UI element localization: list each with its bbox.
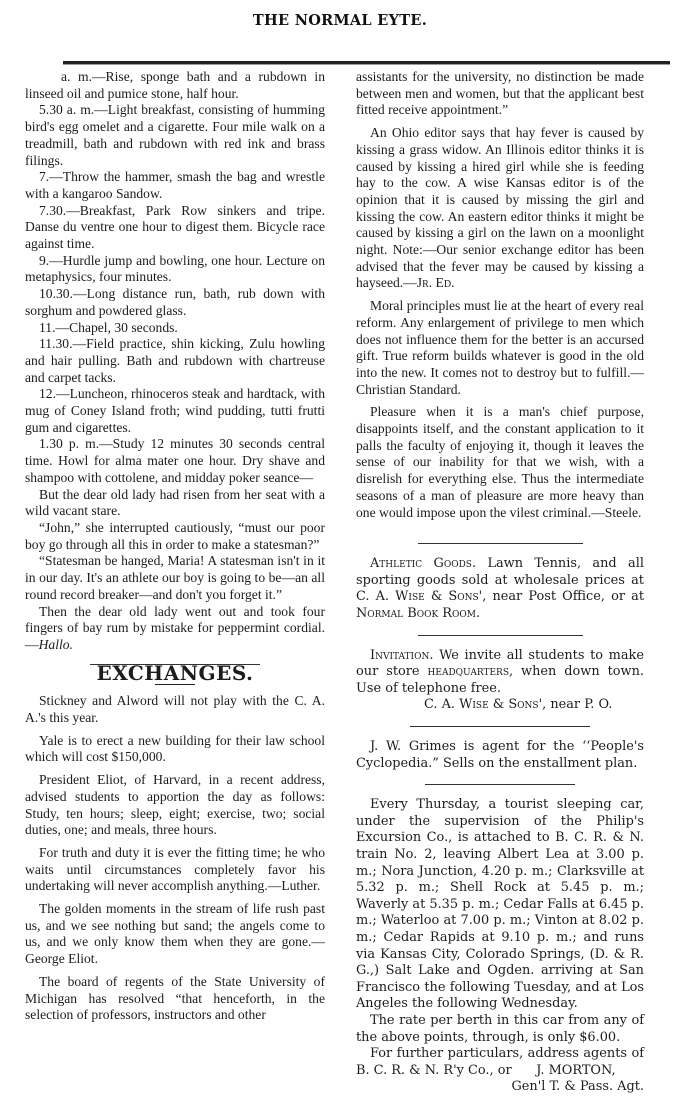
railway-contact: For further particulars, address agents of B. C. R. & N. R'y Co., or J. MORTON,	[356, 1046, 649, 1078]
right-column	[356, 69, 649, 1096]
pleasure-paragraph: Pleasure when it is a man's chief purpose, disappoints itself, and the constant application to it palls the faculty of enjoying it, though it leaves the sense of our inability for that we wish, with a disrelish for everything else. Thus the intermediate seasons of a man of pleasure are more heavy than one would impose upon the vilest criminal.—Steele.	[356, 404, 644, 520]
ad-text: Normal Book Room	[356, 606, 476, 622]
left-column	[25, 69, 325, 1024]
story-paragraph: “John,” she interrupted cautiously, “must our poor boy go through all this in order to make a statesman?”	[25, 519, 325, 552]
railway-agent-title: Gen'l T. & Pass. Agt.	[511, 1079, 644, 1095]
sig-text: C. A.	[424, 697, 460, 713]
ad-text: Lawn Tennis, and all sporting goods sold at wholesale prices at C. A.	[356, 556, 644, 605]
exchange-item: Stickney and Alword will not play with the C. A. A.'s this year.	[25, 693, 325, 726]
ad-text: Wise	[395, 589, 425, 605]
ad-heading: Invitation.	[370, 647, 434, 663]
schedule-entry: a. m.—Rise, sponge bath and a rubdown in linseed oil and pumice stone, half hour.	[25, 69, 325, 101]
story-text: Then the dear old lady went out and took four fingers of bay rum by mistake for peppermint cordial.—	[25, 603, 325, 652]
ad-text: &	[424, 589, 449, 605]
schedule-entry: 11.—Chapel, 30 seconds.	[39, 319, 178, 335]
invitation-text	[356, 648, 644, 698]
story-paragraph	[25, 604, 325, 654]
invitation-ad	[356, 648, 644, 714]
athletic-goods-ad	[356, 556, 644, 622]
schedule-entry: 12.—Luncheon, rhinoceros steak and hardtack, with mug of Coney Island froth; wind pudding, tutti frutti gum and cigarettes.	[25, 386, 325, 435]
railway-rate: The rate per berth in this car from any of the above points, through, is only $6.00.	[356, 1012, 644, 1045]
continued-paragraph: assistants for the university, no distinction be made between men and women, but that the applicant best fitted receive appointment.”	[356, 69, 644, 118]
ad-text: Sons'	[448, 589, 483, 605]
sig-text: Sons'	[508, 697, 543, 713]
ad-heading: Athletic Goods.	[370, 556, 477, 572]
schedule-entry: 1.30 p. m.—Study 12 minutes 30 seconds central time. Howl for alma mater one hour. Dry shave and shampoo with cottolene, and midday poker seance—	[25, 436, 325, 485]
hay-fever-signature: Jr. Ed.	[416, 275, 455, 291]
exchange-item: For truth and duty it is ever the fitting time; he who waits until circumstances completely favor his undertaking will never accomplish anything.—Luther.	[25, 844, 325, 894]
railway-ad	[356, 797, 649, 1096]
story-source: Hallo.	[38, 636, 73, 652]
sig-text: Wise	[459, 697, 489, 713]
story-paragraph: But the dear old lady had risen from her seat with a wild vacant stare.	[25, 486, 325, 519]
ad-divider	[418, 635, 583, 636]
page-title: THE NORMAL EYTE.	[252, 12, 428, 29]
ad-divider	[425, 784, 575, 785]
schedule-entry: 7.—Throw the hammer, smash the bag and wrestle with a kangaroo Sandow.	[25, 169, 325, 201]
schedule-entry: 10.30.—Long distance run, bath, rub down with sorghum and powdered glass.	[25, 286, 325, 318]
sig-text: &	[488, 697, 509, 713]
railway-schedule: Every Thursday, a tourist sleeping car, under the supervision of the Philip's Excursion Co., is attached to B. C. R. & N. train No. 2, leaving Albert Lea at 3.00 p. m.; Nora Junction, 4.20 p. m.; Clarksville at 5.32 p. m.; Shell Rock at 5.45 p. m.; Waverly at 5.35 p. m.; Cedar Falls at 6.45 p. m.; Waterloo at 7.00 p. m.; Vinton at 8.02 p. m.; Cedar Rapids at 9.10 p. m.; and runs via Kansas City, Colorado Springs, (D. & R. G.,) Salt Lake and Ogden. arriving at San Francisco the following Tuesday, and at Los Angeles the following Wednesday.	[356, 797, 644, 1012]
ad-text: , near Post Office, or at	[482, 589, 644, 605]
schedule	[25, 69, 325, 487]
story-paragraph: “Statesman be hanged, Maria! A statesman isn't in it in our day. It's an athlete our boy is going to be—an all round record breaker—and don't you forget it.”	[25, 553, 325, 602]
exchange-item: Yale is to erect a new building for their law school which will cost $150,000.	[25, 732, 325, 765]
moral-paragraph: Moral principles must lie at the heart of every real reform. Any enlargement of privilege to men which does not influence them for the better is an accursed gift. True reform builds whatever is good in the old into the new. It comes not to destroy but to fulfill.—Christian Standard.	[356, 298, 644, 397]
ad-text: , when down town. Use of telephone free.	[356, 664, 644, 696]
schedule-entry: 7.30.—Breakfast, Park Row sinkers and tripe. Danse du ventre one hour to digest them. Bicycle race against time.	[25, 202, 325, 252]
ad-text: .	[475, 606, 481, 622]
exchange-item: President Eliot, of Harvard, in a recent address, advised students to apportion the day as follows: Study, ten hours; sleep, eight; exercise, two; social duties, one; and meals, three hours.	[25, 772, 325, 838]
exchange-item: The board of regents of the State University of Michigan has resolved “that henceforth, in the selection of professors, instructors and other	[25, 973, 325, 1023]
exchange-item: The golden moments in the stream of life rush past us, and we see nothing but sand; the angels come to us, and we only know them when they are gone.—George Eliot.	[25, 901, 325, 967]
ad-divider	[410, 726, 590, 727]
invitation-signature	[356, 697, 644, 714]
schedule-entry: 5.30 a. m.—Light breakfast, consisting of humming bird's egg omelet and a cigarette. Four mile walk on a treadmill, bath and rubdown with red ink and brass filings.	[25, 102, 325, 168]
schedule-entry: 11.30.—Field practice, shin kicking, Zulu howling and hair pulling. Bath and rubdown with chartreuse and carpet tacks.	[25, 336, 325, 385]
sig-text: , near P. O.	[542, 697, 613, 713]
story	[25, 487, 325, 654]
hay-fever-text: An Ohio editor says that hay fever is caused by kissing a grass widow. An Illinois editor thinks it is caused by kissing a hired girl while she is feeding hay to the cow. A wise Kansas editor is of the opinion that it is caused by missing the girl and kissing the cow. An eastern editor thinks it might be caused by kissing a girl on the lawn on a moonlight night. Note:—Our senior exchange editor has been advised that the fever may be caused by kissing a hayseed.—	[356, 125, 644, 291]
schedule-entry: 9.—Hurdle jump and bowling, one hour. Lecture on metaphysics, four minutes.	[25, 252, 325, 285]
ad-text: headquarters	[427, 664, 509, 680]
ad-divider	[418, 543, 583, 544]
grimes-ad: J. W. Grimes is agent for the ‘‘People's Cyclopedia.” Sells on the enstallment plan.	[356, 739, 644, 771]
hay-fever-paragraph	[356, 125, 644, 292]
ad-text: We invite all students to make our store	[356, 647, 644, 680]
exchanges-heading: EXCHANGES.	[96, 660, 254, 685]
header-rule	[63, 61, 670, 65]
exchanges-section	[25, 660, 325, 1024]
